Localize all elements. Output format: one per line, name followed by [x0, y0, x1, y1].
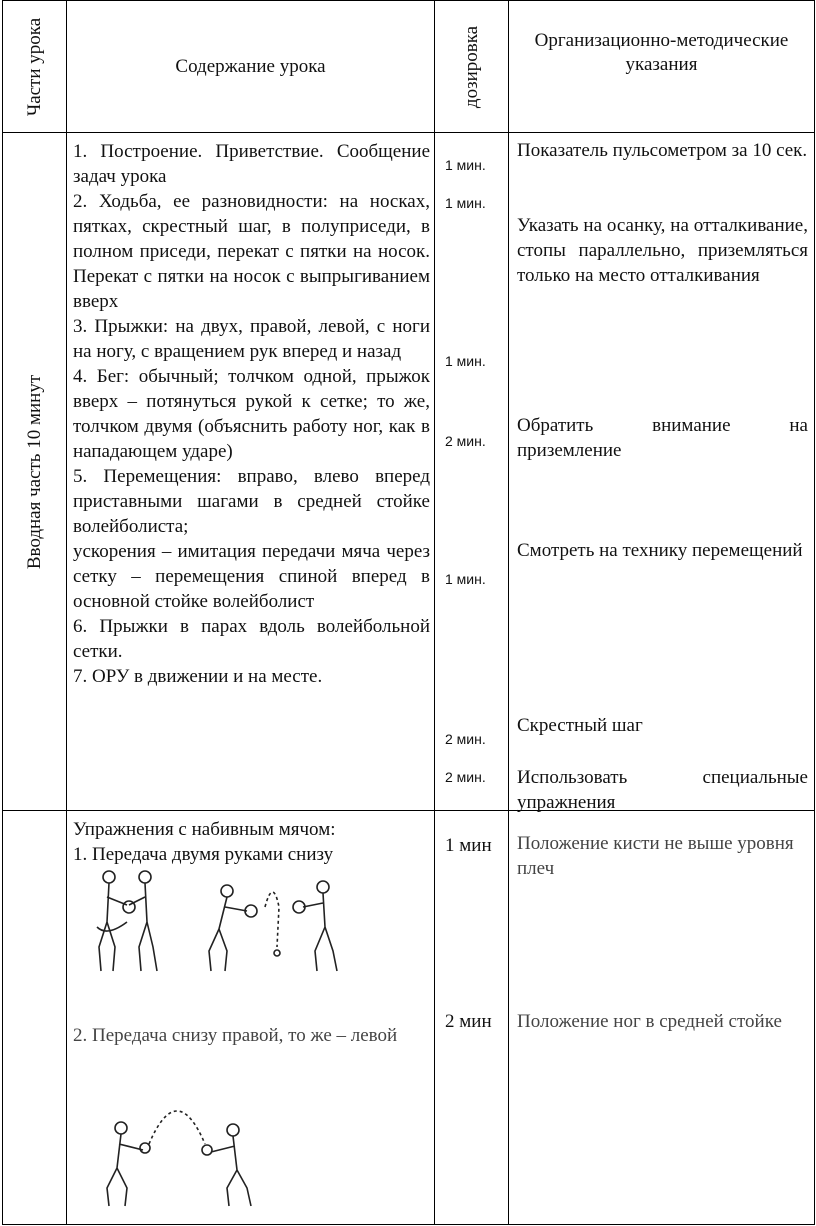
note-5: Скрестный шаг [517, 715, 643, 736]
header-lesson-parts [3, 1, 67, 133]
dose-2: 1 мин. [445, 195, 486, 211]
medball-section-row [3, 811, 815, 1225]
dose-3: 1 мин. [445, 353, 486, 369]
intro-content-cell [67, 133, 435, 811]
one-hand-pass-illustration [87, 1088, 287, 1208]
header-dosage [435, 1, 509, 133]
header-lesson-parts-text: Части урока [23, 17, 45, 116]
medball-note-1: Положение кисти не выше уровня плеч [517, 833, 794, 879]
medball-dose-2: 2 мин [445, 1011, 492, 1032]
header-row [3, 1, 815, 133]
dose-4: 2 мин. [445, 433, 486, 449]
content-item-5b: ускорения – имитация передачи мяча через сетку – перемещения спиной вперед в основной стойке волейболист [73, 541, 430, 612]
content-item-3: 3. Прыжки: на двух, правой, левой, с ноги на ногу, с вращением рук вперед и назад [73, 316, 430, 362]
medball-dose-1: 1 мин [445, 835, 492, 856]
dose-1: 1 мин. [445, 157, 486, 173]
medball-note-2: Положение ног в средней стойке [517, 1011, 782, 1032]
note-3: Обратить внимание на приземление [517, 415, 808, 461]
note-1: Показатель пульсометром за 10 сек. [517, 140, 808, 161]
content-item-4: 4. Бег: обычный; толчком одной, прыжок вверх – потянуться рукой к сетке; то же, толчком двумя (объяснить работу ног, как в нападающем ударе) [73, 366, 430, 462]
medball-exercise-1: 1. Передача двумя руками снизу [73, 844, 334, 865]
intro-section-label-cell [3, 133, 67, 811]
two-hand-pass-illustration [87, 867, 407, 977]
intro-section-label: Вводная часть 10 минут [23, 374, 45, 569]
content-item-7: 7. ОРУ в движении и на месте. [73, 666, 323, 687]
header-methodical-line2: указания [625, 54, 698, 75]
content-item-5: 5. Перемещения: вправо, влево вперед приставными шагами в средней стойке волейболиста; [73, 466, 430, 537]
dose-5: 1 мин. [445, 571, 486, 587]
medball-section-label-cell [3, 811, 67, 1225]
medball-dose-cell [435, 811, 509, 1225]
note-2: Указать на осанку, на отталкивание, стопы параллельно, приземляться только на место отталкивания [517, 215, 808, 286]
header-lesson-content [67, 1, 435, 133]
header-dosage-text: дозировка [460, 25, 482, 108]
note-6: Использовать специальные упражнения [517, 767, 808, 813]
dose-7: 2 мин. [445, 769, 486, 785]
note-4: Смотреть на технику перемещений [517, 540, 803, 561]
header-lesson-content-text: Содержание урока [175, 55, 326, 77]
intro-notes-cell [509, 133, 815, 811]
content-item-2: 2. Ходьба, ее разновидности: на носках, пятках, скрестный шаг, в полуприседи, в полном приседи, перекат с пятки на носок. Перекат с пятки на носок с выпрыгиванием вверх [73, 191, 430, 312]
medball-notes-cell [509, 811, 815, 1225]
intro-section-row [3, 133, 815, 811]
lesson-table [2, 0, 815, 1225]
header-methodical-line1: Организационно-методические [534, 30, 789, 51]
content-item-1: 1. Построение. Приветствие. Сообщение задач урока [73, 141, 430, 187]
intro-dose-cell [435, 133, 509, 811]
content-item-6: 6. Прыжки в парах вдоль волейбольной сетки. [73, 616, 430, 662]
medball-exercise-2: 2. Передача снизу правой, то же – левой [73, 1025, 398, 1046]
dose-6: 2 мин. [445, 731, 486, 747]
medball-content-cell [67, 811, 435, 1225]
medball-intro: Упражнения с набивным мячом: [73, 819, 336, 840]
header-methodical [509, 1, 815, 133]
